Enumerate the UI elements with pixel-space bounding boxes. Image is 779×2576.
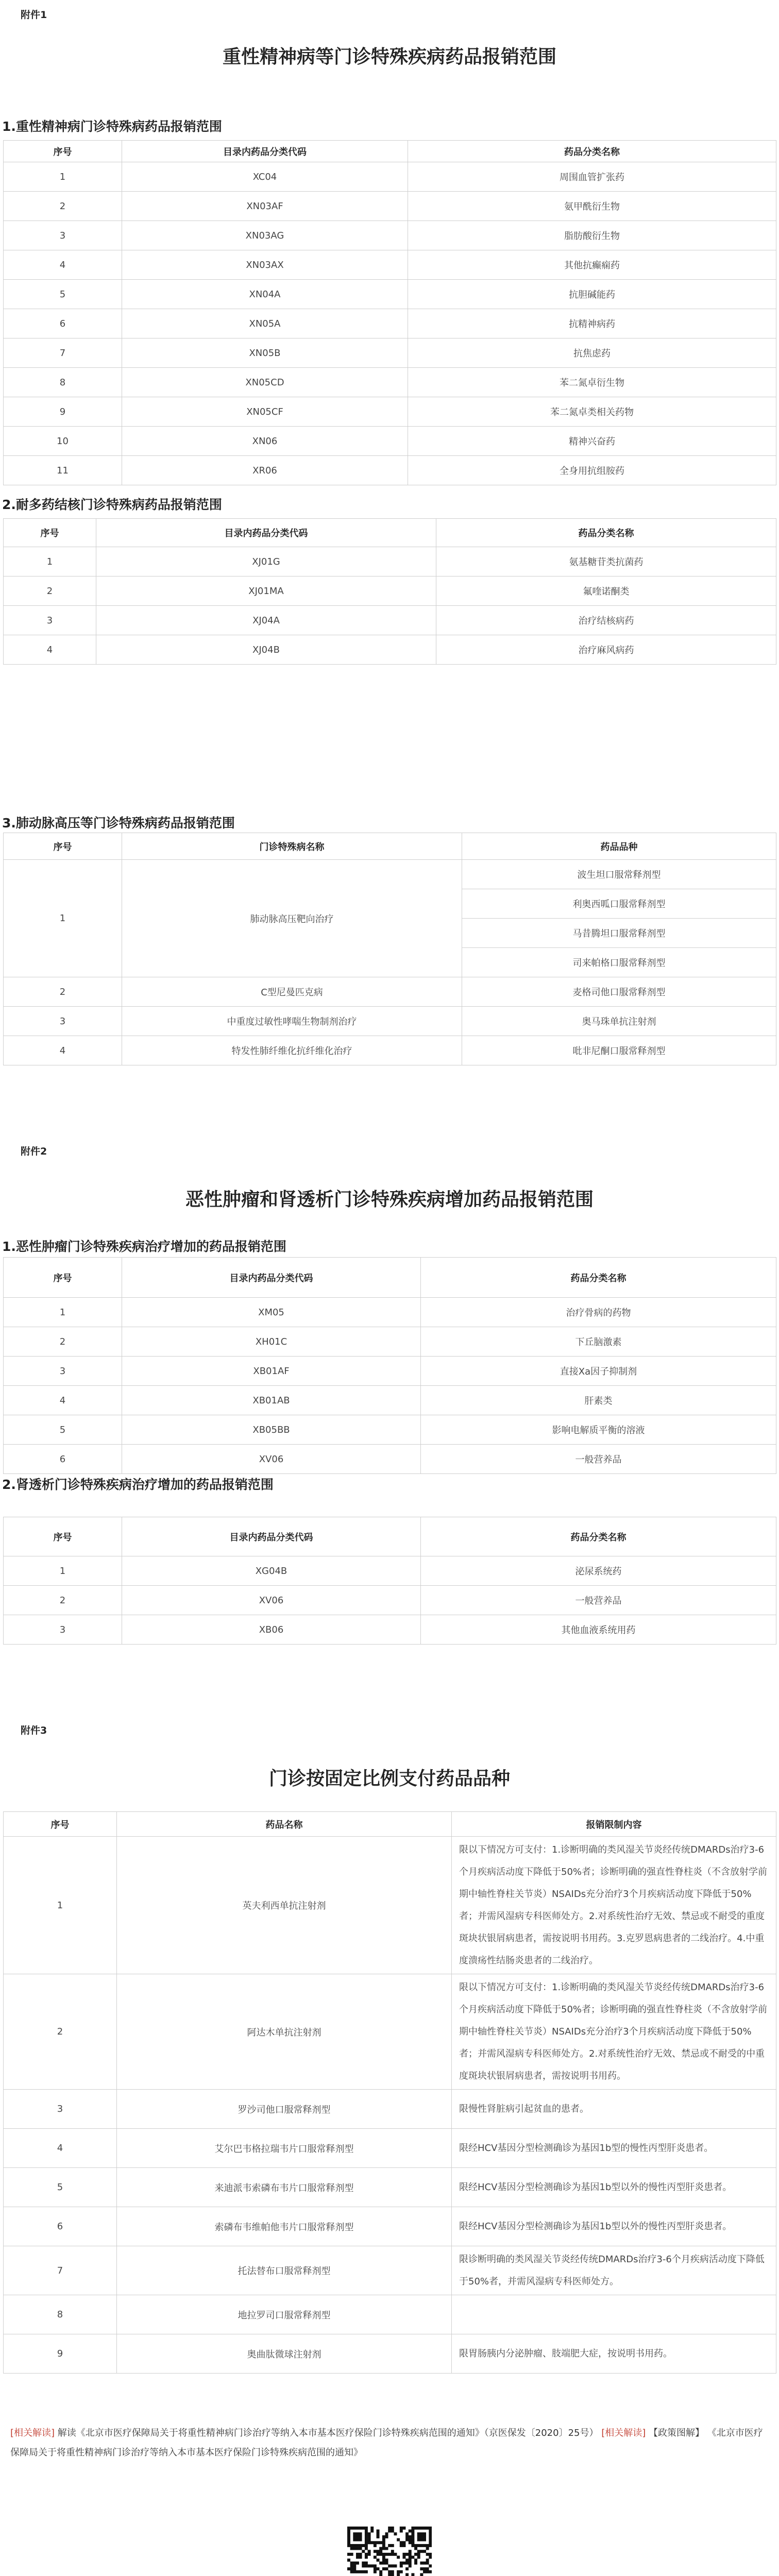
table-cell: 马昔腾坦口服常释剂型 bbox=[462, 919, 776, 948]
table-cell: 泌尿系统药 bbox=[421, 1556, 776, 1586]
table-row bbox=[4, 1036, 776, 1065]
table-cell: 4 bbox=[4, 1386, 122, 1415]
table-row bbox=[4, 221, 776, 250]
table-row bbox=[4, 547, 776, 577]
table-cell: 7 bbox=[4, 2246, 117, 2295]
table-cell: 5 bbox=[4, 280, 122, 309]
table-cell: XN03AX bbox=[122, 250, 408, 280]
document-title: 重性精神病等门诊特殊疾病药品报销范围 bbox=[222, 46, 556, 67]
table-cell: 4 bbox=[4, 2129, 117, 2168]
table-cell: 吡非尼酮口服常释剂型 bbox=[462, 1036, 776, 1065]
table-row bbox=[4, 2168, 776, 2207]
table-row bbox=[4, 577, 776, 606]
table-row bbox=[4, 192, 776, 221]
table-cell: XG04B bbox=[122, 1556, 421, 1586]
table-cell: 8 bbox=[4, 2295, 117, 2334]
table-cell: 6 bbox=[4, 309, 122, 338]
table-cell: 2 bbox=[4, 1974, 117, 2090]
table-row bbox=[4, 1586, 776, 1615]
table-cell: 4 bbox=[4, 1036, 122, 1065]
table-cell: 抗焦虑药 bbox=[408, 338, 776, 368]
table-cell: 2 bbox=[4, 1327, 122, 1357]
table-row bbox=[4, 1615, 776, 1645]
table-cell: 3 bbox=[4, 606, 96, 635]
table-cell: XN05A bbox=[122, 309, 408, 338]
column-header: 药品名称 bbox=[117, 1812, 452, 1837]
table-row bbox=[4, 1837, 776, 1974]
table-cell: XB06 bbox=[122, 1615, 421, 1645]
table-cell: 治疗骨病的药物 bbox=[421, 1298, 776, 1327]
table-cell: 苯二氮卓衍生物 bbox=[408, 368, 776, 397]
table-cell: 氨甲酰衍生物 bbox=[408, 192, 776, 221]
table-cell: XJ04B bbox=[96, 635, 436, 665]
table-cell: 9 bbox=[4, 2334, 117, 2374]
table-cell: 影响电解质平衡的溶液 bbox=[421, 1415, 776, 1445]
related-tag: [相关解读] bbox=[601, 2428, 646, 2438]
column-header: 序号 bbox=[4, 1258, 122, 1298]
section-title: 2.肾透析门诊特殊疾病治疗增加的药品报销范围 bbox=[2, 1477, 274, 1492]
table-row bbox=[4, 368, 776, 397]
qr-code-icon bbox=[347, 2527, 432, 2576]
table-row bbox=[4, 427, 776, 456]
attachment-label: 附件1 bbox=[21, 9, 47, 21]
policy-graphic-tag: 【政策图解】 bbox=[649, 2428, 705, 2438]
column-header: 序号 bbox=[4, 1517, 122, 1556]
table-cell: 治疗结核病药 bbox=[436, 606, 776, 635]
table-cell: XN05CF bbox=[122, 397, 408, 427]
table-cell: 肺动脉高压靶向治疗 bbox=[122, 860, 462, 977]
table-row bbox=[4, 635, 776, 665]
table-cell: 6 bbox=[4, 2207, 117, 2246]
table-row bbox=[4, 2090, 776, 2129]
table-cell: 限经HCV基因分型检测确诊为基因1b型以外的慢性丙型肝炎患者。 bbox=[452, 2168, 776, 2207]
column-header: 目录内药品分类代码 bbox=[122, 141, 408, 162]
table-row bbox=[4, 1357, 776, 1386]
table-cell: 一般营养品 bbox=[421, 1445, 776, 1474]
table-cell: XH01C bbox=[122, 1327, 421, 1357]
table-cell: 3 bbox=[4, 1357, 122, 1386]
table-cell: 限经HCV基因分型检测确诊为基因1b型的慢性丙型肝炎患者。 bbox=[452, 2129, 776, 2168]
table-cell: XC04 bbox=[122, 162, 408, 192]
document-title: 门诊按固定比例支付药品品种 bbox=[268, 1768, 510, 1789]
table-cell: 其他抗癫痫药 bbox=[408, 250, 776, 280]
table-cell: 10 bbox=[4, 427, 122, 456]
table-cell: XJ04A bbox=[96, 606, 436, 635]
table-cell: 全身用抗组胺药 bbox=[408, 456, 776, 485]
table-row bbox=[4, 2334, 776, 2374]
table-row bbox=[4, 2246, 776, 2295]
column-header: 门诊特殊病名称 bbox=[122, 833, 462, 860]
table-cell: 2 bbox=[4, 192, 122, 221]
table-cell: 9 bbox=[4, 397, 122, 427]
table-cell: 一般营养品 bbox=[421, 1586, 776, 1615]
column-header: 药品分类名称 bbox=[421, 1517, 776, 1556]
table-cell: 2 bbox=[4, 1586, 122, 1615]
table-row bbox=[4, 338, 776, 368]
drug-category-table bbox=[3, 140, 776, 485]
column-header: 目录内药品分类代码 bbox=[96, 519, 436, 547]
table-cell: 2 bbox=[4, 577, 96, 606]
table-cell: 2 bbox=[4, 977, 122, 1007]
table-row bbox=[4, 1298, 776, 1327]
table-row bbox=[4, 162, 776, 192]
table-row bbox=[4, 606, 776, 635]
table-cell: 1 bbox=[4, 162, 122, 192]
table-cell: 直接Xa因子抑制剂 bbox=[421, 1357, 776, 1386]
table-cell: 英夫利西单抗注射剂 bbox=[117, 1837, 452, 1974]
table-row bbox=[4, 456, 776, 485]
table-cell: 周围血管扩张药 bbox=[408, 162, 776, 192]
table-cell: XN06 bbox=[122, 427, 408, 456]
column-header: 目录内药品分类代码 bbox=[122, 1517, 421, 1556]
table-cell: 阿达木单抗注射剂 bbox=[117, 1974, 452, 2090]
table-row bbox=[4, 1556, 776, 1586]
table-cell: 司来帕格口服常释剂型 bbox=[462, 948, 776, 977]
table-cell: 4 bbox=[4, 250, 122, 280]
table-cell: 精神兴奋药 bbox=[408, 427, 776, 456]
interpretation-link[interactable]: 解读《北京市医疗保障局关于将重性精神病门诊治疗等纳入本市基本医疗保险门诊特殊疾病范围的通知》（京医保发〔2020〕25号） bbox=[57, 2428, 599, 2438]
table-cell: 奥曲肽微球注射剂 bbox=[117, 2334, 452, 2374]
table-cell: XB01AB bbox=[122, 1386, 421, 1415]
table-cell: XB01AF bbox=[122, 1357, 421, 1386]
drug-category-table bbox=[3, 1517, 776, 1645]
table-cell: 奥马珠单抗注射剂 bbox=[462, 1007, 776, 1036]
section-title: 1.重性精神病门诊特殊病药品报销范围 bbox=[2, 119, 222, 134]
table-cell: 托法替布口服常释剂型 bbox=[117, 2246, 452, 2295]
table-cell: XJ01G bbox=[96, 547, 436, 577]
table-cell: 1 bbox=[4, 547, 96, 577]
table-cell bbox=[452, 2295, 776, 2334]
table-row bbox=[4, 250, 776, 280]
document-title: 恶性肿瘤和肾透析门诊特殊疾病增加药品报销范围 bbox=[185, 1189, 594, 1210]
table-cell: 限慢性肾脏病引起贫血的患者。 bbox=[452, 2090, 776, 2129]
table-row bbox=[4, 977, 776, 1007]
table-cell: XR06 bbox=[122, 456, 408, 485]
table-cell: 抗胆碱能药 bbox=[408, 280, 776, 309]
table-cell: 5 bbox=[4, 2168, 117, 2207]
related-tag: [相关解读] bbox=[10, 2428, 55, 2438]
column-header: 序号 bbox=[4, 519, 96, 547]
column-header: 序号 bbox=[4, 833, 122, 860]
column-header: 目录内药品分类代码 bbox=[122, 1258, 421, 1298]
column-header: 报销限制内容 bbox=[452, 1812, 776, 1837]
table-cell: 波生坦口服常释剂型 bbox=[462, 860, 776, 889]
policy-link[interactable]: 《北京市医疗保障局关于将重性精神病门诊治疗等纳入本市基本医疗保险门诊特殊疾病范围的通知》 bbox=[10, 2428, 763, 2458]
table-cell: 3 bbox=[4, 1615, 122, 1645]
drug-category-table bbox=[3, 518, 776, 665]
table-cell: 1 bbox=[4, 860, 122, 977]
table-row bbox=[4, 1445, 776, 1474]
table-row bbox=[4, 2129, 776, 2168]
table-cell: 8 bbox=[4, 368, 122, 397]
table-cell: XN05B bbox=[122, 338, 408, 368]
table-cell: 3 bbox=[4, 2090, 117, 2129]
table-row bbox=[4, 1415, 776, 1445]
table-cell: 1 bbox=[4, 1837, 117, 1974]
table-row bbox=[4, 2295, 776, 2334]
special-disease-table bbox=[3, 833, 776, 1065]
table-cell: XN04A bbox=[122, 280, 408, 309]
table-cell: C型尼曼匹克病 bbox=[122, 977, 462, 1007]
table-cell: 抗精神病药 bbox=[408, 309, 776, 338]
table-cell: 7 bbox=[4, 338, 122, 368]
attachment-label: 附件2 bbox=[21, 1146, 47, 1157]
table-row bbox=[4, 280, 776, 309]
table-cell: 3 bbox=[4, 1007, 122, 1036]
table-row bbox=[4, 1007, 776, 1036]
drug-category-table bbox=[3, 1257, 776, 1474]
table-cell: 肝素类 bbox=[421, 1386, 776, 1415]
qr-code-graphic bbox=[347, 2527, 432, 2576]
section-title: 3.肺动脉高压等门诊特殊病药品报销范围 bbox=[2, 816, 235, 831]
table-cell: 1 bbox=[4, 1298, 122, 1327]
table-cell: 艾尔巴韦格拉瑞韦片口服常释剂型 bbox=[117, 2129, 452, 2168]
table-row bbox=[4, 397, 776, 427]
table-row bbox=[4, 1386, 776, 1415]
table-cell: 麦格司他口服常释剂型 bbox=[462, 977, 776, 1007]
table-cell: 4 bbox=[4, 635, 96, 665]
column-header: 序号 bbox=[4, 141, 122, 162]
table-cell: XV06 bbox=[122, 1586, 421, 1615]
table-cell: 3 bbox=[4, 221, 122, 250]
table-cell: 11 bbox=[4, 456, 122, 485]
column-header: 药品分类名称 bbox=[408, 141, 776, 162]
table-cell: XV06 bbox=[122, 1445, 421, 1474]
table-cell: 限经HCV基因分型检测确诊为基因1b型以外的慢性丙型肝炎患者。 bbox=[452, 2207, 776, 2246]
table-row bbox=[4, 1974, 776, 2090]
table-cell: 罗沙司他口服常释剂型 bbox=[117, 2090, 452, 2129]
table-cell: 来迪派韦索磷布韦片口服常释剂型 bbox=[117, 2168, 452, 2207]
column-header: 药品分类名称 bbox=[421, 1258, 776, 1298]
table-cell: XB05BB bbox=[122, 1415, 421, 1445]
table-cell: 1 bbox=[4, 1556, 122, 1586]
table-cell: 利奥西呱口服常释剂型 bbox=[462, 889, 776, 919]
table-cell: 氟喹诺酮类 bbox=[436, 577, 776, 606]
table-row bbox=[4, 1327, 776, 1357]
section-title: 1.恶性肿瘤门诊特殊疾病治疗增加的药品报销范围 bbox=[2, 1239, 286, 1254]
table-cell: 氨基糖苷类抗菌药 bbox=[436, 547, 776, 577]
table-cell: 脂肪酸衍生物 bbox=[408, 221, 776, 250]
related-links bbox=[10, 2424, 768, 2463]
table-cell: XJ01MA bbox=[96, 577, 436, 606]
attachment-label: 附件3 bbox=[21, 1725, 47, 1736]
table-cell: 限诊断明确的类风湿关节炎经传统DMARDs治疗3-6个月疾病活动度下降低于50%者，并需风湿病专科医师处方。 bbox=[452, 2246, 776, 2295]
table-cell: 索磷布韦维帕他韦片口服常释剂型 bbox=[117, 2207, 452, 2246]
table-cell: 特发性肺纤维化抗纤维化治疗 bbox=[122, 1036, 462, 1065]
table-cell: 其他血液系统用药 bbox=[421, 1615, 776, 1645]
table-cell: 限以下情况方可支付：1.诊断明确的类风湿关节炎经传统DMARDs治疗3-6个月疾病活动度下降低于50%者；诊断明确的强直性脊柱炎（不含放射学前期中轴性脊柱关节炎）NSAIDs充分治疗3个月疾病活动度下降低于50%者；并需风湿病专科医师处方。2.对系统性治疗无效、禁忌或不耐受的重度斑块状银屑病患者，需按说明书用药。3.克罗恩病患者的二线治疗。4.中重度溃疡性结肠炎患者的二线治疗。 bbox=[452, 1837, 776, 1974]
section-title: 2.耐多药结核门诊特殊病药品报销范围 bbox=[2, 497, 222, 512]
table-cell: 限胃肠胰内分泌肿瘤、肢端肥大症，按说明书用药。 bbox=[452, 2334, 776, 2374]
table-cell: 5 bbox=[4, 1415, 122, 1445]
fixed-ratio-drug-table bbox=[3, 1811, 776, 2374]
column-header: 药品分类名称 bbox=[436, 519, 776, 547]
table-row bbox=[4, 860, 776, 889]
column-header: 药品品种 bbox=[462, 833, 776, 860]
table-cell: XM05 bbox=[122, 1298, 421, 1327]
table-row bbox=[4, 309, 776, 338]
table-cell: 限以下情况方可支付：1.诊断明确的类风湿关节炎经传统DMARDs治疗3-6个月疾病活动度下降低于50%者；诊断明确的强直性脊柱炎（不含放射学前期中轴性脊柱关节炎）NSAIDs充分治疗3个月疾病活动度下降低于50%者；并需风湿病专科医师处方。2.对系统性治疗无效、禁忌或不耐受的中重度斑块状银屑病患者，需按说明书用药。 bbox=[452, 1974, 776, 2090]
table-cell: 下丘脑激素 bbox=[421, 1327, 776, 1357]
table-cell: 地拉罗司口服常释剂型 bbox=[117, 2295, 452, 2334]
table-cell: 治疗麻风病药 bbox=[436, 635, 776, 665]
table-cell: 苯二氮卓类相关药物 bbox=[408, 397, 776, 427]
table-cell: XN03AF bbox=[122, 192, 408, 221]
table-row bbox=[4, 2207, 776, 2246]
table-cell: XN05CD bbox=[122, 368, 408, 397]
table-cell: 中重度过敏性哮喘生物制剂治疗 bbox=[122, 1007, 462, 1036]
table-cell: 6 bbox=[4, 1445, 122, 1474]
table-cell: XN03AG bbox=[122, 221, 408, 250]
column-header: 序号 bbox=[4, 1812, 117, 1837]
